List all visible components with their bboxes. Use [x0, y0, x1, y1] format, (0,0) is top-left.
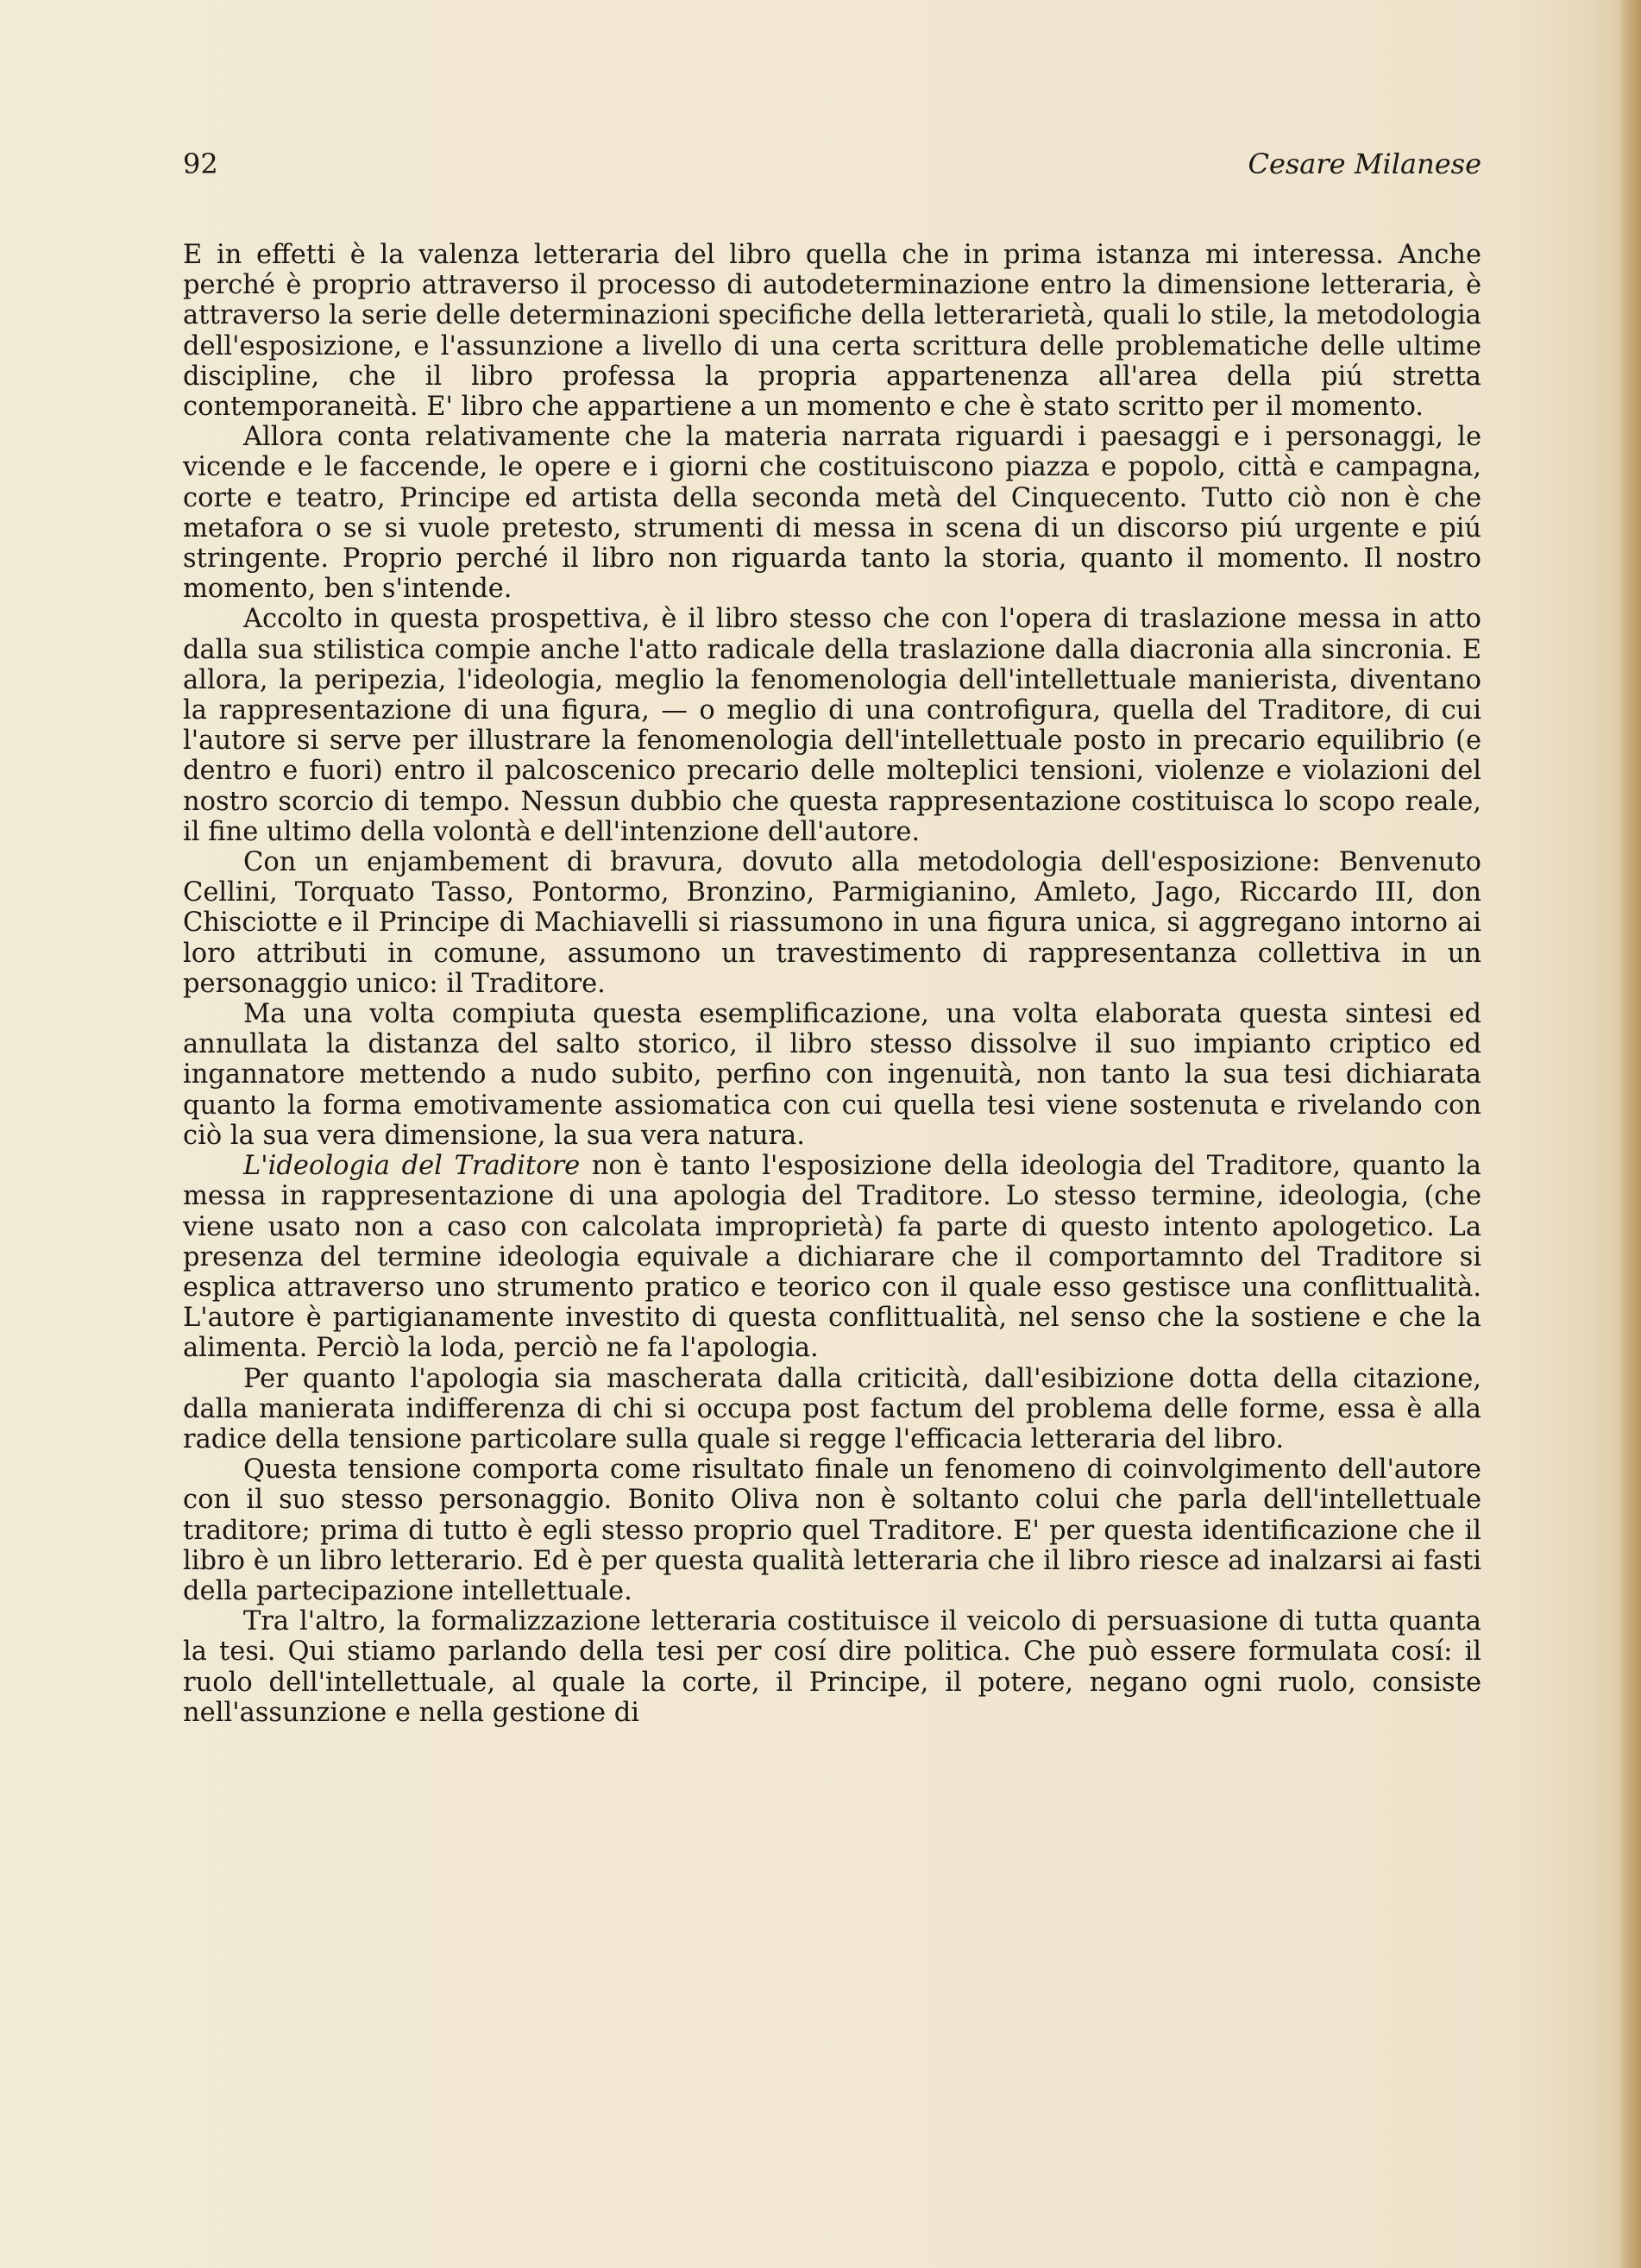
running-header — [183, 145, 1481, 183]
paragraph-5: Ma una volta compiuta questa esemplificazione, una volta elaborata questa sintesi ed annullata la distanza del salto storico, il libro stesso dissolve il suo impianto criptico ed ingannatore mettendo a nudo subito, perfino con ingenuità, non tanto la sua tesi dichiarata quanto la forma emotivamente assiomatica con cui quella tesi viene sostenuta e rivelando con ciò la sua vera dimensione, la sua vera natura. — [183, 999, 1481, 1151]
paragraph-1: E in effetti è la valenza letteraria del libro quella che in prima istanza mi interessa. Anche perché è proprio attraverso il processo di autodeterminazione entro la dimensione letteraria, è attraverso la serie delle determinazioni specifiche della letterarietà, quali lo stile, la metodologia dell'esposizione, e l'assunzione a livello di una certa scrittura delle problematiche delle ultime discipline, che il libro professa la propria appartenenza all'area della piú stretta contemporaneità. E' libro che appartiene a un momento e che è stato scritto per il momento. — [183, 240, 1481, 423]
page-number: 92 — [183, 148, 218, 180]
paragraph-4: Con un enjambement di bravura, dovuto alla metodologia dell'esposizione: Benvenuto Cellini, Torquato Tasso, Pontormo, Bronzino, Parmigianino, Amleto, Jago, Riccardo III, don Chisciotte e il Principe di Machiavelli si riassumono in una figura unica, si aggregano intorno ai loro attributi in comune, assumono un travestimento di rappresentanza collettiva in un personaggio unico: il Traditore. — [183, 847, 1481, 999]
paragraph-9: Tra l'altro, la formalizzazione letteraria costituisce il veicolo di persuasione di tutta quanta la tesi. Qui stiamo parlando della tesi per cosí dire politica. Che può essere formulata cosí: il ruolo dell'intellettuale, al quale la corte, il Principe, il potere, negano ogni ruolo, consiste nell'assunzione e nella gestione di — [183, 1606, 1481, 1728]
paragraph-6 — [183, 1151, 1481, 1363]
paragraph-7: Per quanto l'apologia sia mascherata dalla criticità, dall'esibizione dotta della citazione, dalla manierata indifferenza di chi si occupa post factum del problema delle forme, essa è alla radice della tensione particolare sulla quale si regge l'efficacia letteraria del libro. — [183, 1363, 1481, 1454]
paragraph-3: Accolto in questa prospettiva, è il libro stesso che con l'opera di traslazione messa in atto dalla sua stilistica compie anche l'atto radicale della traslazione dalla diacronia alla sincronia. E allora, la peripezia, l'ideologia, meglio la fenomenologia dell'intellettuale manierista, diventano la rappresentazione di una figura, — o meglio di una controfigura, quella del Traditore, di cui l'autore si serve per illustrare la fenomenologia dell'intellettuale posto in precario equilibrio (e dentro e fuori) entro il palcoscenico precario delle molteplici tensioni, violenze e violazioni del nostro scorcio di tempo. Nessun dubbio che questa rappresentazione costituisca lo scopo reale, il fine ultimo della volontà e dell'intenzione dell'autore. — [183, 604, 1481, 847]
paragraph-2: Allora conta relativamente che la materia narrata riguardi i paesaggi e i personaggi, le vicende e le faccende, le opere e i giorni che costituiscono piazza e popolo, città e campagna, corte e teatro, Principe ed artista della seconda metà del Cinquecento. Tutto ciò non è che metafora o se si vuole pretesto, strumenti di messa in scena di un discorso piú urgente e piú stringente. Proprio perché il libro non riguarda tanto la storia, quanto il momento. Il nostro momento, ben s'intende. — [183, 422, 1481, 605]
paragraph-8: Questa tensione comporta come risultato finale un fenomeno di coinvolgimento dell'autore con il suo stesso personaggio. Bonito Oliva non è soltanto colui che parla dell'intellettuale traditore; prima di tutto è egli stesso proprio quel Traditore. E' per questa identificazione che il libro è un libro letterario. Ed è per questa qualità letteraria che il libro riesce ad inalzarsi ai fasti della partecipazione intellettuale. — [183, 1454, 1481, 1606]
book-title: L'ideologia del Traditore — [243, 1151, 581, 1182]
running-title: Cesare Milanese — [1248, 148, 1481, 180]
page-edge-shadow — [1620, 0, 1641, 2268]
body-text — [183, 240, 1481, 1728]
paragraph-6-text: non è tanto l'esposizione della ideologia del Traditore, quanto la messa in rappresentazione di una apologia del Traditore. Lo stesso termine, ideologia, (che viene usato non a caso con calcolata improprietà) fa parte di questo intento apologetico. La presenza del termine ideologia equivale a dichiarare che il comportamnto del Traditore si esplica attraverso uno strumento pratico e teorico con il quale esso gestisce una conflittualità. L'autore è partigianamente investito di questa conflittualità, nel senso che la sostiene e che la alimenta. Perciò la loda, perciò ne fa l'apologia. — [183, 1151, 1481, 1364]
